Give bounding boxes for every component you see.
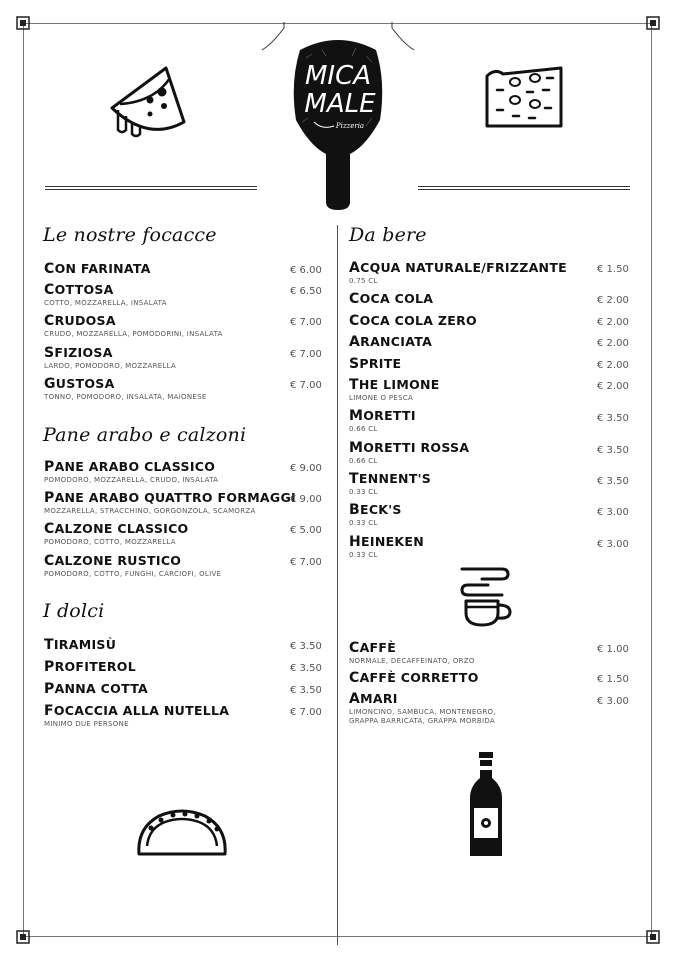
item-name: CRUDOSA bbox=[44, 313, 116, 329]
item-name: FOCACCIA ALLA NUTELLA bbox=[44, 703, 230, 719]
item-price: € 1.50 bbox=[597, 674, 629, 685]
item-description: GRAPPA BARRICATA, GRAPPA MORBIDA bbox=[349, 717, 496, 725]
item-name: MORETTI bbox=[349, 408, 416, 424]
item-price: € 3.50 bbox=[597, 476, 629, 487]
item-price: € 6.50 bbox=[290, 286, 322, 297]
item-price: € 3.50 bbox=[290, 641, 322, 652]
corner-ornament bbox=[16, 930, 30, 944]
item-description: 0.33 CL bbox=[349, 551, 378, 559]
item-name: PROFITEROL bbox=[44, 659, 136, 675]
item-name: COCA COLA ZERO bbox=[349, 313, 477, 329]
item-name: AMARI bbox=[349, 691, 398, 707]
header-rule-left bbox=[45, 186, 257, 190]
item-price: € 1.00 bbox=[597, 644, 629, 655]
item-name: CALZONE RUSTICO bbox=[44, 553, 182, 569]
item-description: 0.75 CL bbox=[349, 277, 378, 285]
logo bbox=[262, 22, 414, 212]
section-title-dolci: I dolci bbox=[43, 600, 105, 622]
header-rule-right bbox=[418, 186, 630, 190]
menu-item bbox=[349, 377, 440, 402]
item-description: COTTO, MOZZARELLA, INSALATA bbox=[44, 299, 167, 307]
item-description: TONNO, POMODORO, INSALATA, MAIONESE bbox=[44, 393, 207, 401]
item-price: € 3.50 bbox=[597, 445, 629, 456]
item-price: € 3.00 bbox=[597, 539, 629, 550]
item-price: € 3.50 bbox=[290, 663, 322, 674]
item-name: THE LIMONE bbox=[349, 377, 440, 393]
menu-item bbox=[44, 282, 167, 307]
logo-line1: MICA bbox=[304, 61, 372, 91]
item-description: POMODORO, COTTO, MOZZARELLA bbox=[44, 538, 176, 546]
item-description: LIMONCINO, SAMBUCA, MONTENEGRO, bbox=[349, 708, 496, 716]
item-price: € 7.00 bbox=[290, 349, 322, 360]
item-name: SFIZIOSA bbox=[44, 345, 113, 361]
item-description: POMODORO, MOZZARELLA, CRUDO, INSALATA bbox=[44, 476, 219, 484]
item-name: GUSTOSA bbox=[44, 376, 115, 392]
item-name: BECK'S bbox=[349, 502, 402, 518]
item-description: LARDO, POMODORO, MOZZARELLA bbox=[44, 362, 177, 370]
menu-item bbox=[349, 691, 496, 725]
item-name: COTTOSA bbox=[44, 282, 114, 298]
column-divider bbox=[337, 225, 338, 945]
menu-item bbox=[44, 553, 221, 578]
item-name: COCA COLA bbox=[349, 291, 434, 307]
item-name: TIRAMISÙ bbox=[44, 637, 117, 653]
menu-item bbox=[349, 440, 469, 465]
menu-item bbox=[349, 313, 477, 329]
item-name: TENNENT'S bbox=[349, 471, 432, 487]
logo-line2: MALE bbox=[304, 89, 376, 119]
section-title-bere: Da bere bbox=[349, 224, 427, 246]
menu-item bbox=[349, 291, 433, 307]
item-name: SPRITE bbox=[349, 356, 402, 372]
menu-item bbox=[44, 681, 148, 697]
pizza-slice-icon bbox=[108, 64, 188, 140]
item-name: ACQUA NATURALE/FRIZZANTE bbox=[349, 260, 567, 276]
menu-item bbox=[44, 376, 207, 401]
item-name: ARANCIATA bbox=[349, 334, 433, 350]
item-name: CALZONE CLASSICO bbox=[44, 521, 189, 537]
item-description: 0.33 CL bbox=[349, 488, 378, 496]
menu-item bbox=[44, 459, 218, 484]
menu-item bbox=[44, 637, 116, 653]
item-description: MINIMO DUE PERSONE bbox=[44, 720, 129, 728]
item-price: € 7.00 bbox=[290, 707, 322, 718]
item-description: 0.33 CL bbox=[349, 519, 378, 527]
focaccia-tray-icon bbox=[485, 64, 563, 130]
item-price: € 7.00 bbox=[290, 380, 322, 391]
menu-item bbox=[349, 502, 402, 527]
item-price: € 2.00 bbox=[597, 381, 629, 392]
menu-item bbox=[349, 260, 567, 285]
menu-item bbox=[349, 356, 401, 372]
menu-item bbox=[44, 345, 176, 370]
item-description: LIMONE O PESCA bbox=[349, 394, 414, 402]
item-name: CAFFÈ CORRETTO bbox=[349, 670, 479, 686]
item-price: € 9.00 bbox=[290, 463, 322, 474]
logo-subtitle: Pizzeria bbox=[335, 122, 365, 130]
menu-item bbox=[44, 659, 136, 675]
item-description: MOZZARELLA, STRACCHINO, GORGONZOLA, SCAMORZA bbox=[44, 507, 256, 515]
menu-item bbox=[349, 534, 424, 559]
item-price: € 6.00 bbox=[290, 265, 322, 276]
item-description: CRUDO, MOZZARELLA, POMODORINI, INSALATA bbox=[44, 330, 223, 338]
menu-item bbox=[44, 703, 229, 728]
item-price: € 3.50 bbox=[290, 685, 322, 696]
beer-bottle-icon bbox=[468, 752, 504, 858]
item-name: PANNA COTTA bbox=[44, 681, 149, 697]
item-price: € 9.00 bbox=[290, 494, 322, 505]
menu-item bbox=[44, 521, 188, 546]
menu-item bbox=[44, 490, 296, 515]
item-name: PANE ARABO QUATTRO FORMAGGI bbox=[44, 490, 296, 506]
calzone-icon bbox=[133, 806, 231, 860]
item-price: € 2.00 bbox=[597, 317, 629, 328]
item-price: € 1.50 bbox=[597, 264, 629, 275]
item-description: 0.66 CL bbox=[349, 425, 378, 433]
section-title-pane: Pane arabo e calzoni bbox=[43, 424, 247, 446]
coffee-cup-icon bbox=[458, 563, 516, 629]
item-price: € 3.00 bbox=[597, 696, 629, 707]
item-description: NORMALE, DECAFFEINATO, ORZO bbox=[349, 657, 475, 665]
menu-item bbox=[349, 640, 475, 665]
menu-item bbox=[44, 261, 151, 277]
menu-item bbox=[349, 408, 416, 433]
menu-item bbox=[349, 471, 431, 496]
item-price: € 3.00 bbox=[597, 507, 629, 518]
item-price: € 7.00 bbox=[290, 557, 322, 568]
item-name: HEINEKEN bbox=[349, 534, 425, 550]
item-price: € 2.00 bbox=[597, 360, 629, 371]
menu-item bbox=[349, 670, 479, 686]
item-description: POMODORO, COTTO, FUNGHI, CARCIOFI, OLIVE bbox=[44, 570, 222, 578]
menu-item bbox=[349, 334, 432, 350]
menu-item bbox=[44, 313, 223, 338]
item-name: CON FARINATA bbox=[44, 261, 151, 277]
item-description: 0.66 CL bbox=[349, 457, 378, 465]
item-price: € 3.50 bbox=[597, 413, 629, 424]
corner-ornament bbox=[646, 930, 660, 944]
item-price: € 2.00 bbox=[597, 338, 629, 349]
item-price: € 7.00 bbox=[290, 317, 322, 328]
item-name: MORETTI ROSSA bbox=[349, 440, 470, 456]
section-title-focacce: Le nostre focacce bbox=[43, 224, 217, 246]
item-price: € 2.00 bbox=[597, 295, 629, 306]
item-name: PANE ARABO CLASSICO bbox=[44, 459, 216, 475]
item-name: CAFFÈ bbox=[349, 640, 397, 656]
corner-ornament bbox=[16, 16, 30, 30]
item-price: € 5.00 bbox=[290, 525, 322, 536]
corner-ornament bbox=[646, 16, 660, 30]
